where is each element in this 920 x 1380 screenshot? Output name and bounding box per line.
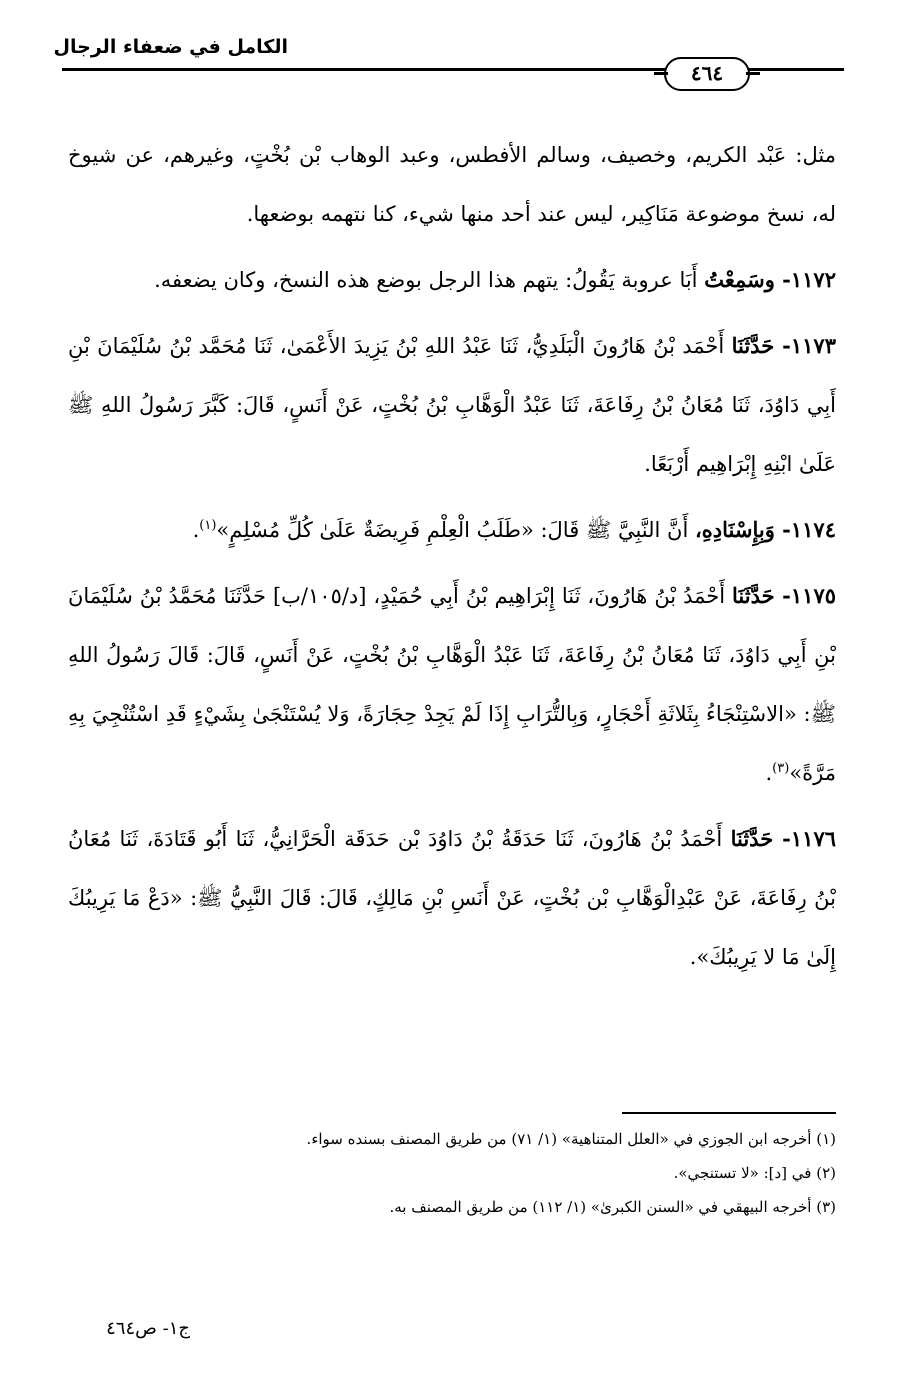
narration-lead: وسَمِعْتُ bbox=[704, 267, 775, 292]
paragraph-tail: . bbox=[765, 761, 773, 785]
footnote-marker: (٣) bbox=[772, 761, 790, 776]
paragraph-1176 bbox=[68, 809, 836, 987]
paragraph-text: أَحْمَدُ بْنُ هَارُونَ، ثَنَا حَدَقَةُ بْنُ دَاوُدَ بْن حَدَقَة الْحَرَّانِيُّ، ثَنَا أَبُو قَتَادَةَ، ثَنَا مُعَانُ بْنُ رِفَاعَةَ، عَنْ عَبْدِالْوَهَّابِ بْن بُخْتٍ، عَنْ أَنَسِ بْنِ مَالِكٍ، قَالَ: قَالَ النَّبِيُّ ﷺ: «دَعْ مَا يَرِيبُكَ إِلَىٰ مَا لا يَرِيبُكَ». bbox=[68, 827, 836, 969]
paragraph-text: أَحْمَدُ بْنُ هَارُونَ، ثَنَا إِبْرَاهِيم بْنُ أَبِي حُمَيْدٍ، [د/١٠٥/ب] حَدَّثَنَا مُحَمَّدُ بْنُ سُلَيْمَانَ بْنِ أَبِي دَاوُدَ، ثَنَا مُعَانُ بْنُ رِفَاعَةَ، ثَنَا عَبْدُ الْوَهَّابِ بْنُ بُخْتٍ، عَنْ أَنَسٍ، قَالَ: قَالَ رَسُولُ اللهِ ﷺ: «الاسْتِنْجَاءُ بِثَلاثَةِ أَحْجَارٍ، وَبِالتُّرَابِ إِذَا لَمْ يَجِدْ حِجَارَةً، وَلا يُسْتَنْجَىٰ بِشَيْءٍ قَدِ اسْتُنْجِيَ بِهِ مَرَّةً» bbox=[68, 584, 836, 785]
paragraph-text: أَحْمَد بْنُ هَارُونَ الْبَلَدِيُّ، ثَنَا عَبْدُ اللهِ بْنُ يَزِيدَ الأَعْمَىٰ، ثَنَا مُحَمَّد بْنُ سُلَيْمَانَ بْنِ أَبِي دَاوُدَ، ثَنَا مُعَانُ بْنُ رِفَاعَةَ، ثَنَا عَبْدُ الْوَهَّابِ بْنُ بُخْتٍ، عَنْ أَنَسٍ، قَالَ: كَبَّرَ رَسُولُ اللهِ ﷺ عَلَىٰ ابْنِهِ إِبْرَاهِيم أَرْبَعًا. bbox=[68, 334, 837, 476]
paragraph-1173 bbox=[68, 316, 836, 494]
volume-page-footer: ج١- ص٤٦٤ bbox=[106, 1318, 190, 1339]
footnote-3: (٣) أخرجه البيهقي في «السنن الكبرىٰ» (١/ ١١٢) من طريق المصنف به. bbox=[389, 1198, 836, 1216]
hadith-number: ١١٧٦- bbox=[773, 826, 837, 851]
footnote-2: (٢) في [د]: «لا تستنجي». bbox=[673, 1164, 836, 1182]
main-text bbox=[68, 126, 836, 993]
paragraph-text: أَنَّ النَّبِيَّ ﷺ قَالَ: «طَلَبُ الْعِلْمِ فَرِيضَةٌ عَلَىٰ كُلِّ مُسْلِمٍ» bbox=[216, 518, 695, 542]
hadith-number: ١١٧٣- bbox=[774, 333, 836, 358]
paragraph-1175 bbox=[68, 566, 836, 803]
paragraph-text: مثل: عَبْد الكريم، وخصيف، وسالم الأفطس، وعبد الوهاب بْن بُخْتٍ، وغيرهم، عن شيوخ له، نسخ موضوعة مَنَاكِير، ليس عند أحد منها شيء، كنا نتهمه بوضعها. bbox=[68, 143, 836, 226]
hadith-number: ١١٧٤- bbox=[774, 517, 836, 542]
running-header-title: الكامل في ضعفاء الرجال bbox=[53, 36, 288, 58]
hadith-number: ١١٧٥- bbox=[774, 583, 837, 608]
narration-lead: حَدَّثَنَا bbox=[731, 333, 775, 358]
narration-lead: وَبِإِسْنَادِهِ، bbox=[694, 517, 775, 542]
paragraph bbox=[68, 126, 836, 244]
footnote-marker: (١) bbox=[199, 518, 217, 533]
paragraph-text: أَبَا عروبة يَقُولُ: يتهم هذا الرجل بوضع هذه النسخ، وكان يضعفه. bbox=[154, 268, 705, 292]
narration-lead: حَدَّثَنَا bbox=[732, 583, 775, 608]
hadith-number: ١١٧٢- bbox=[774, 267, 836, 292]
footnote-1: (١) أخرجه ابن الجوزي في «العلل المتناهية» (١/ ٧١) من طريق المصنف بسنده سواء. bbox=[306, 1130, 836, 1148]
paragraph-1174 bbox=[68, 500, 836, 560]
narration-lead: حَدَّثَنَا bbox=[730, 826, 774, 851]
page-number-badge: ٤٦٤ bbox=[664, 57, 750, 91]
footnotes bbox=[68, 1122, 836, 1224]
paragraph-tail: . bbox=[192, 518, 200, 542]
footnote-rule bbox=[622, 1112, 836, 1114]
paragraph-1172 bbox=[68, 250, 836, 310]
